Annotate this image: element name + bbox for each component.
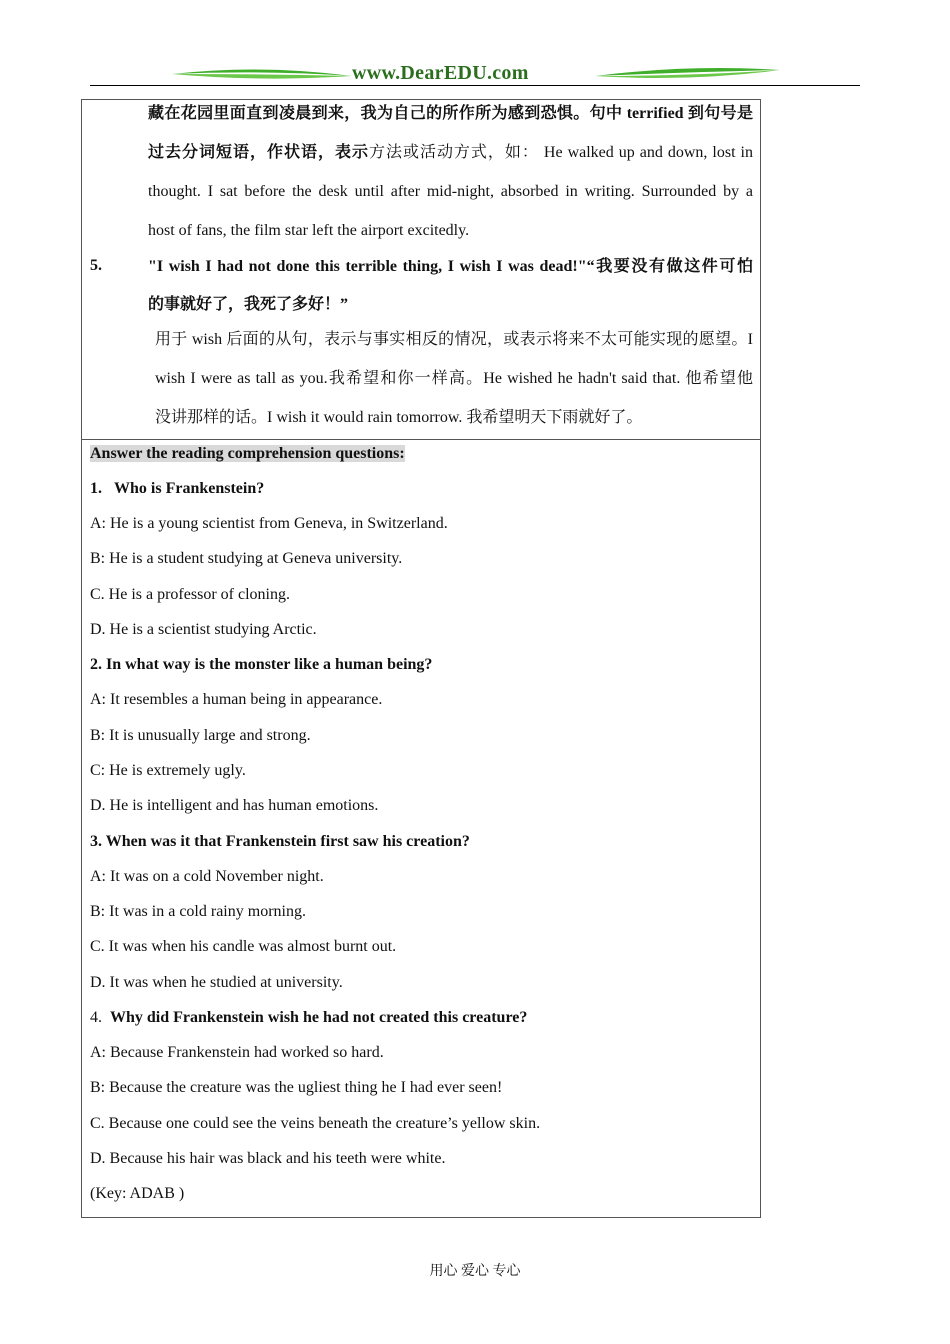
q3-option-b: B: It was in a cold rainy morning. [90,903,306,920]
q4-option-b: B: Because the creature was the ugliest thing he I had ever seen! [90,1079,503,1096]
header-rule [90,85,860,86]
reading-title-text: Answer the reading comprehension questions: [90,445,405,462]
page-header [90,60,860,90]
right-swoosh-decoration [595,66,780,82]
q4-option-d: D. Because his hair was black and his teeth were white. [90,1150,446,1167]
site-brand: www.DearEDU.com [352,62,529,84]
question-4 [90,1008,527,1028]
question-4-text: Why did Frankenstein wish he had not created this creature? [110,1009,528,1026]
notes-line-4: host of fans, the film star left the airport excitedly. [148,222,470,239]
q3-option-d: D. It was when he studied at university. [90,974,343,991]
q2-option-c: C: He is extremely ugly. [90,762,246,779]
q1-option-c: C. He is a professor of cloning. [90,586,290,603]
q4-option-c: C. Because one could see the veins beneath the creature’s yellow skin. [90,1115,541,1132]
q1-option-a: A: He is a young scientist from Geneva, in Switzerland. [90,515,448,532]
left-swoosh-decoration [172,66,352,82]
notes-line-3: thought. I sat before the desk until after mid-night, absorbed in writing. Surrounded by a [148,183,753,200]
q2-option-b: B: It is unusually large and strong. [90,727,311,744]
item-5-explain-line-3: 没讲那样的话。I wish it would rain tomorrow. 我希望明天下雨就好了。 [155,409,643,426]
q3-option-c: C. It was when his candle was almost burnt out. [90,938,397,955]
page-footer: 用心 爱心 专心 [429,1264,521,1279]
item-5-explain-line-1: 用于 wish 后面的从句，表示与事实相反的情况，或表示将来不太可能实现的愿望。I [155,331,753,348]
answer-key: (Key: ADAB ) [90,1185,185,1202]
item-5-quote-line-2: 的事就好了，我死了多好！” [148,296,349,313]
question-3: 3. When was it that Frankenstein first saw his creation? [90,833,470,850]
notes-line-2: 过去分词短语，作状语，表示方法或活动方式，如： He walked up and down, lost in [148,144,753,161]
question-1: 1. Who is Frankenstein? [90,480,265,497]
item-5-quote-line-1: "I wish I had not done this terrible thing, I wish I was dead!"“我要没有做这件可怕 [148,258,753,275]
question-2: 2. In what way is the monster like a human being? [90,656,433,673]
reading-title [90,444,405,464]
item-5-number: 5. [90,257,102,274]
q1-option-d: D. He is a scientist studying Arctic. [90,621,317,638]
item-5-explain-line-2: wish I were as tall as you.我希望和你一样高。He wished he hadn't said that. 他希望他 [155,370,753,387]
q3-option-a: A: It was on a cold November night. [90,868,324,885]
question-4-number: 4. [90,1009,102,1026]
q2-option-a: A: It resembles a human being in appearance. [90,691,383,708]
q2-option-d: D. He is intelligent and has human emotions. [90,797,379,814]
notes-line-1: 藏在花园里面直到凌晨到来，我为自己的所作所为感到恐惧。句中 terrified 到句号是 [148,105,753,122]
q1-option-b: B: He is a student studying at Geneva university. [90,550,403,567]
q4-option-a: A: Because Frankenstein had worked so hard. [90,1044,384,1061]
